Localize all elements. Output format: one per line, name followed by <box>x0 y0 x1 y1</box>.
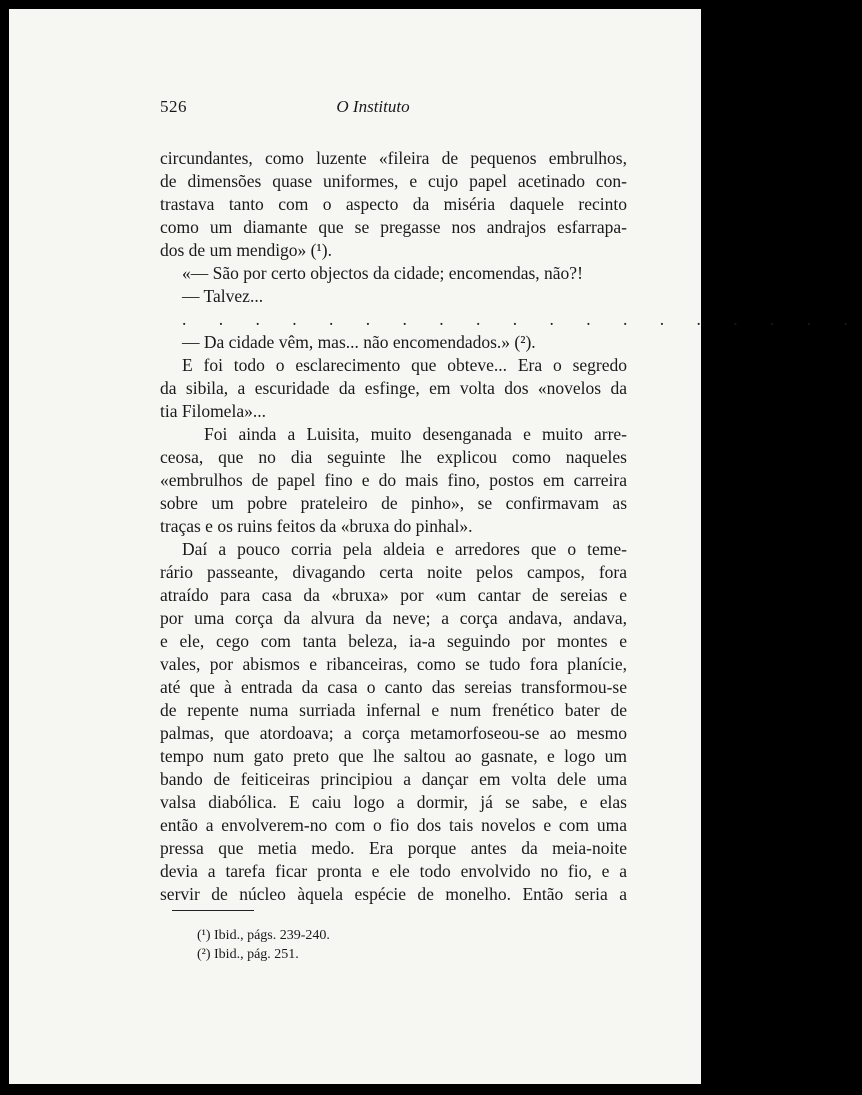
text-line: até que à entrada da casa o canto das sereias transformou-se <box>160 677 627 697</box>
text-line: da sibila, a escuridade da esfinge, em volta dos «novelos da <box>160 378 627 398</box>
text-line: Daí a pouco corria pela aldeia e arredores que o teme- <box>182 539 627 559</box>
text-line: «— São por certo objectos da cidade; encomendas, não?! <box>182 263 583 283</box>
running-title: O Instituto <box>336 97 410 116</box>
text-line: servir de núcleo àquela espécie de monelho. Então seria a <box>160 884 627 904</box>
text-line: Foi ainda a Luisita, muito desenganada e muito arre- <box>204 424 627 444</box>
footnote-rule <box>172 910 254 911</box>
page-number: 526 <box>160 97 187 116</box>
text-line: e ele, cego com tanta beleza, ia-a seguindo por montes e <box>160 631 627 651</box>
text-line: — Talvez... <box>182 286 264 306</box>
text-line: tempo num gato preto que lhe saltou ao gasnate, e logo um <box>160 746 627 766</box>
footnote: (¹) Ibid., págs. 239-240. <box>197 928 330 943</box>
text-line: traças e os ruins feitos da «bruxa do pinhal». <box>160 516 473 536</box>
text-line: de repente numa surriada infernal e num frenético bater de <box>160 700 627 720</box>
ellipsis-divider: . . . . . . . . . . . . . . . . . . . <box>182 309 862 329</box>
book-page <box>9 9 862 1084</box>
page-header <box>9 97 701 123</box>
footnote: (²) Ibid., pág. 251. <box>197 947 299 962</box>
text-line: «embrulhos de papel fino e do mais fino, postos em carreira <box>160 470 627 490</box>
text-line: — Da cidade vêm, mas... não encomendados.» (²). <box>182 332 536 352</box>
text-line: circundantes, como luzente «fileira de pequenos embrulhos, <box>160 148 627 168</box>
text-line: trastava tanto com o aspecto da miséria daquele recinto <box>160 194 627 214</box>
text-line: E foi todo o esclarecimento que obteve... Era o segredo <box>182 355 627 375</box>
text-line: então a envolverem-no com o fio dos tais novelos e com uma <box>160 815 627 835</box>
text-line: sobre um pobre prateleiro de pinho», se confirmavam as <box>160 493 627 513</box>
text-line: valsa diabólica. E caiu logo a dormir, já se sabe, e elas <box>160 792 627 812</box>
text-line: ceosa, que no dia seguinte lhe explicou como naqueles <box>160 447 627 467</box>
text-line: bando de feiticeiras principiou a dançar em volta dele uma <box>160 769 627 789</box>
text-line: atraído para casa da «bruxa» por «um cantar de sereias e <box>160 585 627 605</box>
text-line: palmas, que atordoava; a corça metamorfoseou-se ao mesmo <box>160 723 627 743</box>
text-line: vales, por abismos e ribanceiras, como se tudo fora planície, <box>160 654 627 674</box>
text-line: tia Filomela»... <box>160 401 266 421</box>
text-line: como um diamante que se pregasse nos andrajos esfarrapa- <box>160 217 627 237</box>
text-line: rário passeante, divagando certa noite pelos campos, fora <box>160 562 627 582</box>
footnotes <box>197 926 330 964</box>
text-line: pressa que metia medo. Era porque antes da meia-noite <box>160 838 627 858</box>
text-line: devia a tarefa ficar pronta e ele todo envolvido no fio, e a <box>160 861 627 881</box>
body-text <box>160 147 862 906</box>
text-line: por uma corça da alvura da neve; a corça andava, andava, <box>160 608 627 628</box>
text-line: de dimensões quase uniformes, e cujo papel acetinado con- <box>160 171 627 191</box>
text-line: dos de um mendigo» (¹). <box>160 240 332 260</box>
